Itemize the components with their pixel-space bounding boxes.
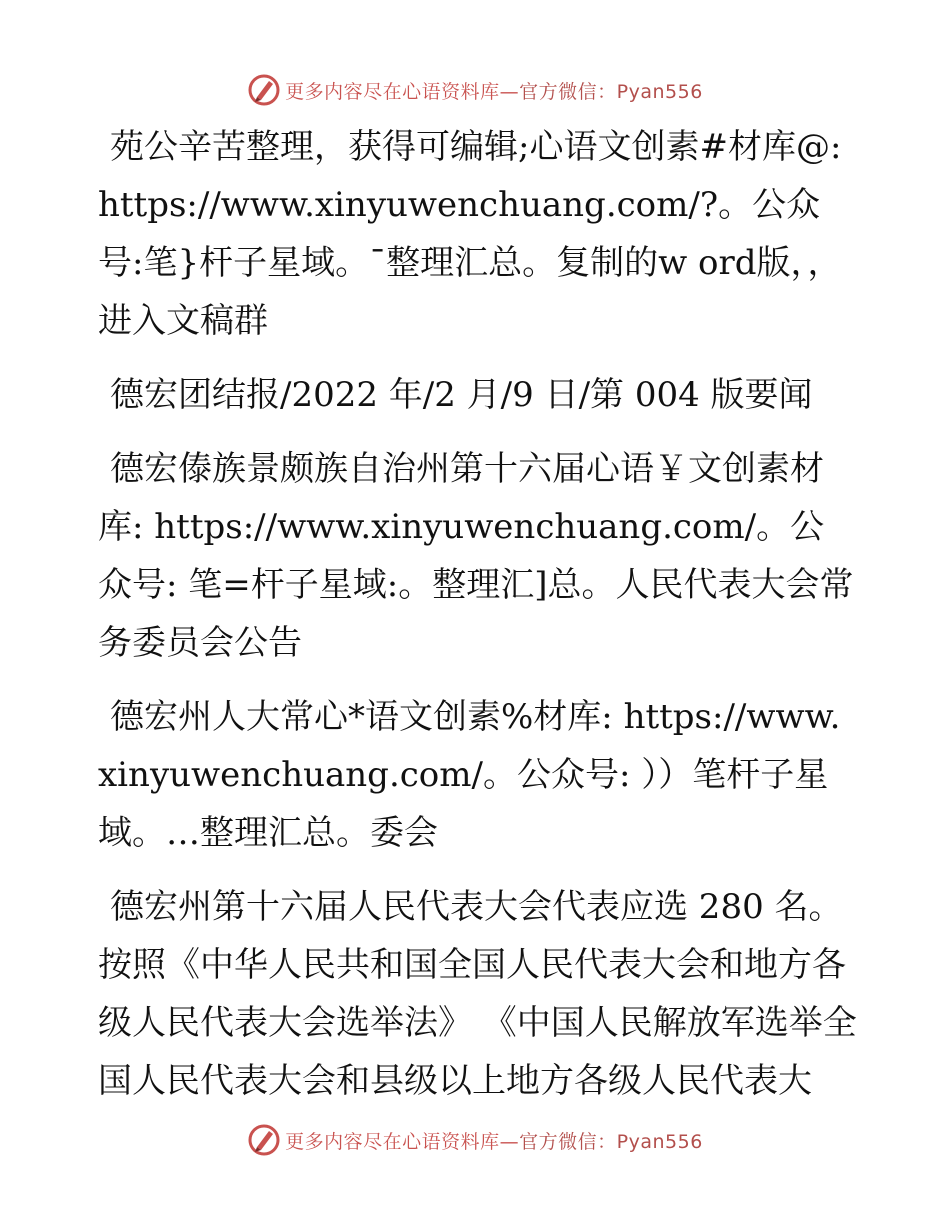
banner-wechat: 官方微信：Pyan556 — [519, 1130, 703, 1153]
paragraph-committee-text: 德宏州人大常心*语文创素%材库: https://www.xinyuwenchuang.com/。公众号: ））笔杆子星域。…整理汇总。委会 — [98, 697, 841, 853]
paragraph-committee — [98, 688, 858, 862]
banner-brand: 更多内容尽在心语资料库 — [285, 80, 500, 103]
paragraph-intro-text: 苑公辛苦整理，获得可编辑;心语文创素#材库@:https://www.xinyuwenchuang.com/?。公众号:笔}杆子星域。¯整理汇总。复制的w ord版，，进入文稿群 — [98, 127, 842, 341]
paragraph-announcement-title — [98, 440, 858, 672]
banner-separator: — — [499, 1130, 520, 1153]
paragraph-body — [98, 878, 858, 1110]
banner-wechat: 官方微信：Pyan556 — [519, 80, 703, 103]
banner-text — [285, 1127, 703, 1154]
paragraph-intro — [98, 118, 858, 350]
banner-text — [285, 77, 703, 104]
paragraph-announcement-title-text: 德宏傣族景颇族自治州第十六届心语￥文创素材库: https://www.xinyuwenchuang.com/。公众号: 笔=杆子星域:。整理汇]总。人民代表大会常务委员会公告 — [98, 449, 854, 663]
banner-brand: 更多内容尽在心语资料库 — [285, 1130, 500, 1153]
footer-watermark-banner — [0, 1120, 950, 1160]
document-body — [98, 118, 858, 1126]
header-watermark-banner — [0, 70, 950, 110]
paragraph-body-text: 德宏州第十六届人民代表大会代表应选 280 名。按照《中华人民共和国全国人民代表大会和地方各级人民代表大会选举法》 《中国人民解放军选举全国人民代表大会和县级以上地方各级人民代表大 — [98, 887, 857, 1101]
paragraph-source — [98, 366, 858, 424]
pen-logo-icon — [247, 73, 281, 107]
banner-separator: — — [499, 80, 520, 103]
pen-logo-icon — [247, 1123, 281, 1157]
paragraph-source-text: 德宏团结报/2022 年/2 月/9 日/第 004 版要闻 — [110, 375, 813, 415]
